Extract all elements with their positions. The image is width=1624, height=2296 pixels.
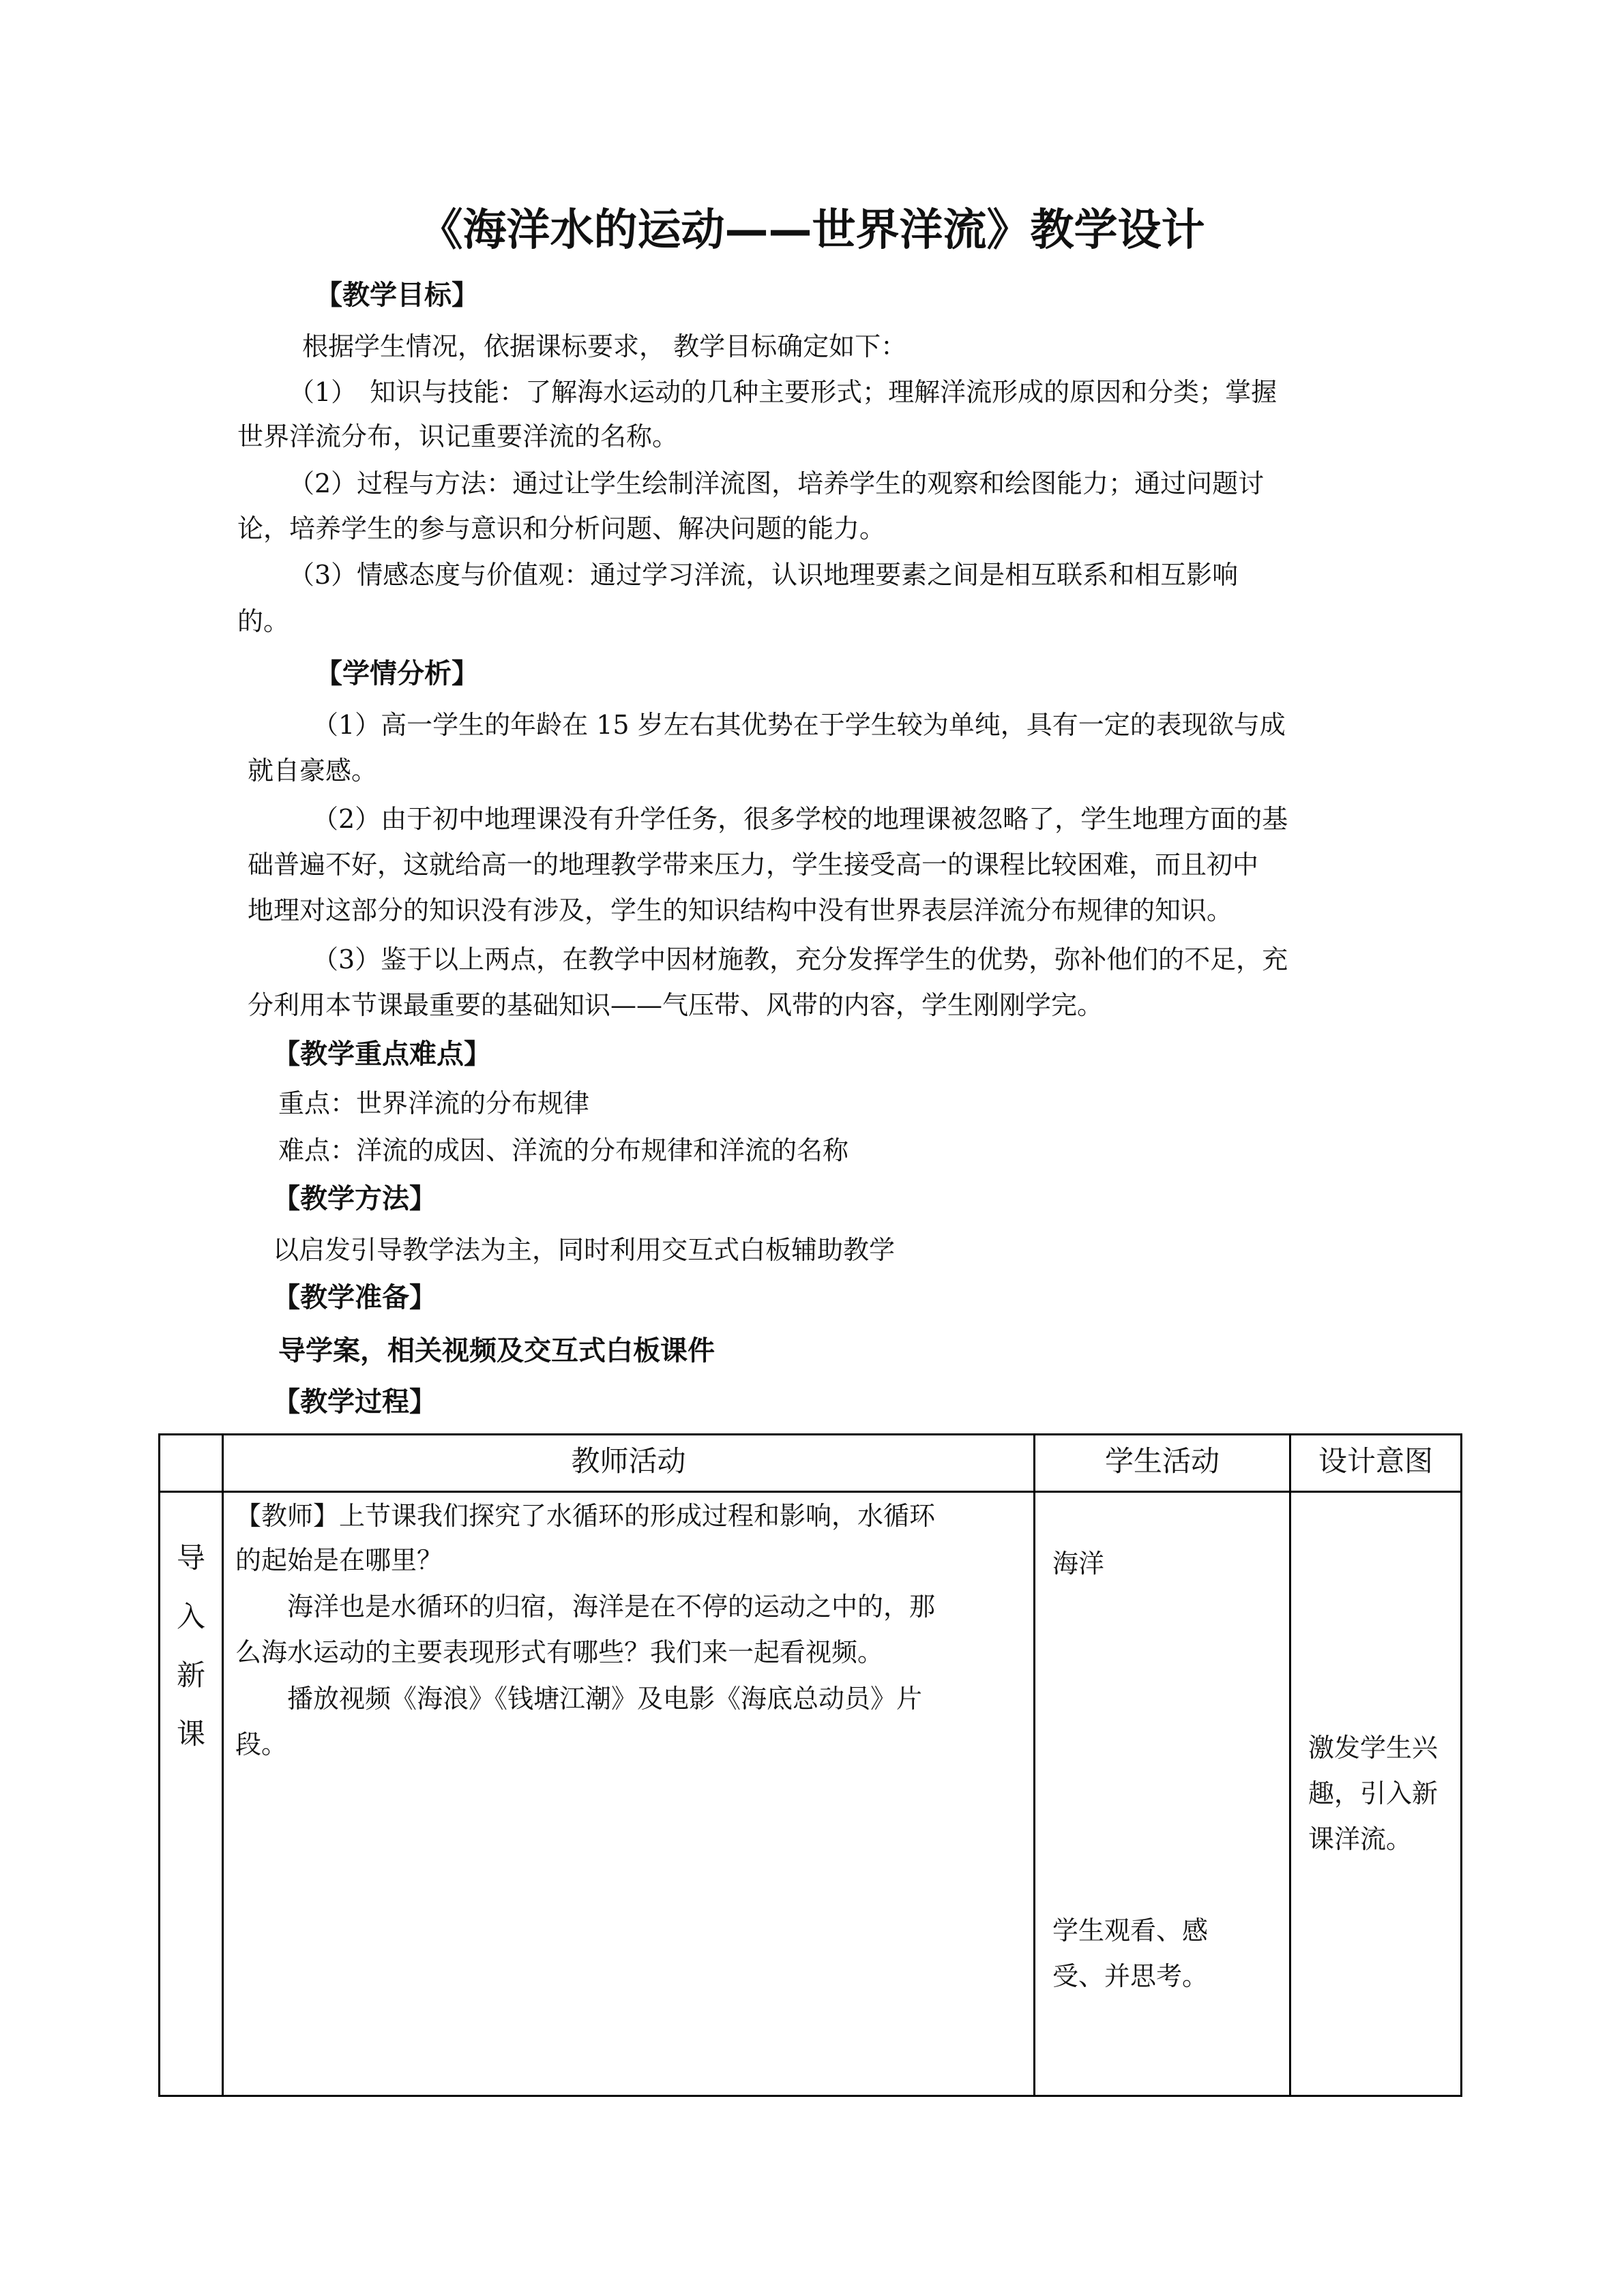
- process-heading: 【教学过程】: [273, 1386, 437, 1418]
- student-activity-line-1: 学生观看、感: [1052, 1915, 1209, 1945]
- analysis-heading: 【学情分析】: [315, 658, 479, 689]
- objective-2-line-2: 论，培养学生的参与意识和分析问题、解决问题的能力。: [237, 513, 886, 543]
- analysis-1-line-1: （1）高一学生的年龄在 15 岁左右其优势在于学生较为单纯，具有一定的表现欲与成: [312, 710, 1286, 740]
- analysis-2-line-1: （2）由于初中地理课没有升学任务，很多学校的地理课被忽略了，学生地理方面的基: [312, 804, 1288, 834]
- teacher-line-4: 么海水运动的主要表现形式有哪些？我们来一起看视频。: [235, 1637, 884, 1667]
- header-design-intent: 设计意图: [1318, 1444, 1433, 1478]
- objective-3-line-2: 的。: [237, 606, 290, 636]
- table-border-left: [158, 1433, 160, 2097]
- stage-label: 导入新课: [176, 1541, 205, 1750]
- teacher-line-6: 段。: [235, 1729, 288, 1759]
- intent-line-3: 课洋流。: [1308, 1824, 1413, 1854]
- student-answer: 海洋: [1052, 1549, 1105, 1579]
- analysis-3-line-1: （3）鉴于以上两点，在教学中因材施教，充分发挥学生的优势，弥补他们的不足，充: [312, 944, 1288, 974]
- analysis-2-line-2: 础普遍不好，这就给高一的地理教学带来压力，学生接受高一的课程比较困难，而且初中: [248, 850, 1259, 880]
- header-student-activity: 学生活动: [1104, 1444, 1220, 1478]
- teacher-line-2: 的起始是在哪里？: [235, 1545, 443, 1575]
- table-divider-1: [222, 1433, 224, 2097]
- analysis-3-line-2: 分利用本节课最重要的基础知识——气压带、风带的内容，学生刚刚学完。: [248, 990, 1104, 1020]
- teacher-line-3: 海洋也是水循环的归宿，海洋是在不停的运动之中的，那: [235, 1592, 936, 1622]
- difficulty-text: 难点：洋流的成因、洋流的分布规律和洋流的名称: [278, 1135, 849, 1165]
- teacher-line-5: 播放视频《海浪》《钱塘江潮》及电影《海底总动员》片: [235, 1684, 923, 1714]
- table-divider-2: [1033, 1433, 1035, 2097]
- objective-2-line-1: （2）过程与方法：通过让学生绘制洋流图，培养学生的观察和绘图能力；通过问题讨: [289, 468, 1265, 498]
- preparation-text: 导学案，相关视频及交互式白板课件: [278, 1335, 715, 1367]
- table-border-top: [158, 1433, 1462, 1435]
- method-text: 以启发引导教学法为主，同时利用交互式白板辅助教学: [273, 1235, 896, 1265]
- method-heading: 【教学方法】: [273, 1183, 437, 1214]
- table-border-bottom: [158, 2095, 1462, 2097]
- header-teacher-activity: 教师活动: [571, 1444, 686, 1478]
- objective-1-line-2: 世界洋流分布，识记重要洋流的名称。: [237, 421, 679, 451]
- teacher-line-1: 【教师】上节课我们探究了水循环的形成过程和影响，水循环: [235, 1501, 936, 1531]
- analysis-2-line-3: 地理对这部分的知识没有涉及，学生的知识结构中没有世界表层洋流分布规律的知识。: [248, 895, 1233, 925]
- focus-text: 重点：世界洋流的分布规律: [278, 1088, 590, 1118]
- table-border-right: [1460, 1433, 1462, 2097]
- intent-line-1: 激发学生兴: [1308, 1733, 1438, 1763]
- objectives-heading: 【教学目标】: [315, 280, 479, 311]
- analysis-1-line-2: 就自豪感。: [248, 756, 378, 786]
- table-divider-3: [1289, 1433, 1291, 2097]
- objective-1-line-1: （1） 知识与技能：了解海水运动的几种主要形式；理解洋流形成的原因和分类；掌握: [289, 377, 1278, 407]
- document-title: 《海洋水的运动——世界洋流》教学设计: [419, 205, 1205, 256]
- table-border-header: [158, 1491, 1462, 1493]
- preparation-heading: 【教学准备】: [273, 1282, 437, 1313]
- intent-line-2: 趣，引入新: [1308, 1778, 1438, 1808]
- objective-3-line-1: （3）情感态度与价值观：通过学习洋流，认识地理要素之间是相互联系和相互影响: [289, 560, 1239, 590]
- objectives-intro: 根据学生情况，依据课标要求， 教学目标确定如下：: [302, 331, 907, 361]
- student-activity-line-2: 受、并思考。: [1052, 1961, 1209, 1991]
- keypoints-heading: 【教学重点难点】: [273, 1039, 491, 1070]
